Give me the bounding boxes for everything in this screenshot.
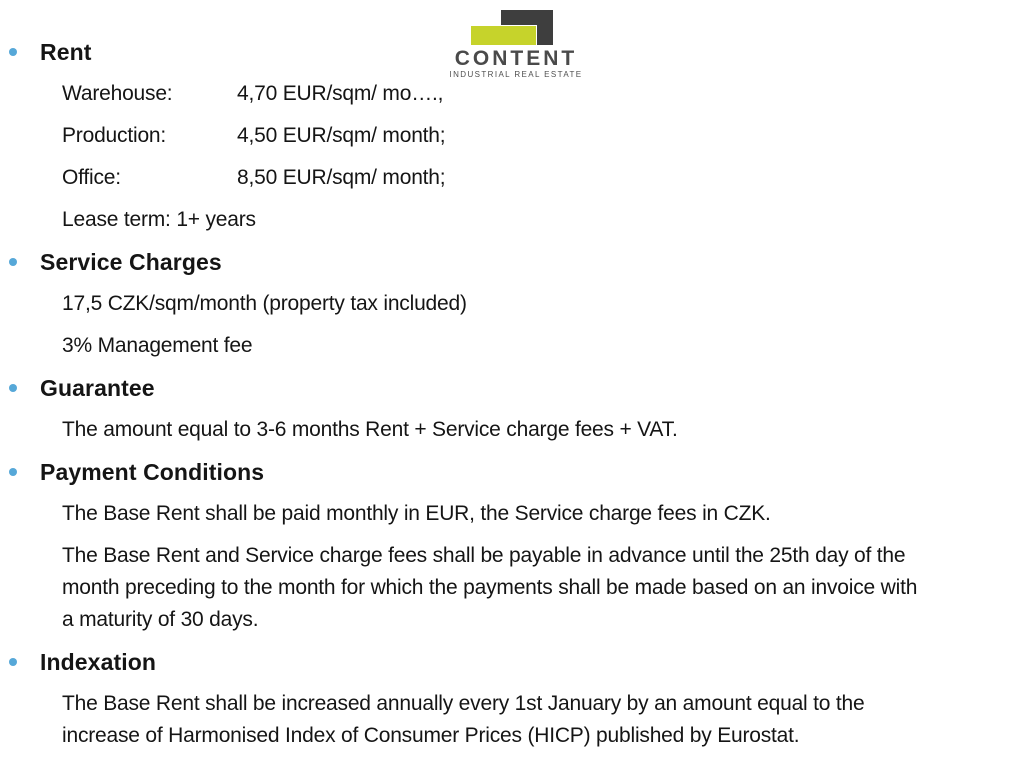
rent-row-warehouse xyxy=(62,78,1024,110)
section-heading-label: Payment Conditions xyxy=(40,459,265,485)
management-fee-line: 3% Management fee xyxy=(62,334,253,357)
rent-row-production xyxy=(62,120,1024,152)
body-line: a maturity of 30 days. xyxy=(62,608,259,631)
body-line: The Base Rent and Service charge fees shall be payable in advance until the 25th day of the xyxy=(62,544,906,567)
section-heading-indexation xyxy=(40,646,1024,678)
section-heading-label: Indexation xyxy=(40,649,157,675)
content-logo xyxy=(446,10,586,80)
logo-lime-rectangle-shape xyxy=(471,26,536,45)
payment-monthly-line: The Base Rent shall be paid monthly in EUR, the Service charge fees in CZK. xyxy=(62,502,771,525)
rent-row-value: 4,70 EUR/sqm/ mo…., xyxy=(237,82,444,105)
guarantee-line: The amount equal to 3-6 months Rent + Service charge fees + VAT. xyxy=(62,418,678,441)
body-line: month preceding to the month for which the payments shall be made based on an invoice with xyxy=(62,576,918,599)
rent-row-label: Warehouse: xyxy=(62,82,173,105)
payment-advance-paragraph xyxy=(0,540,1024,636)
rent-row-label: Office: xyxy=(62,166,121,189)
bullet-icon xyxy=(9,258,17,266)
section-heading-label: Rent xyxy=(40,39,92,65)
bullet-icon xyxy=(9,658,17,666)
section-heading-guarantee xyxy=(40,372,1024,404)
rent-row-label: Production: xyxy=(62,124,167,147)
body-line: increase of Harmonised Index of Consumer Prices (HICP) published by Eurostat. xyxy=(62,724,800,747)
section-heading-service-charges xyxy=(40,246,1024,278)
section-heading-payment-conditions xyxy=(40,456,1024,488)
logo-wordmark: CONTENT xyxy=(454,47,578,70)
rent-row-office xyxy=(62,162,1024,194)
service-charge-line: 17,5 CZK/sqm/month (property tax included) xyxy=(62,292,467,315)
rent-row-value: 4,50 EUR/sqm/ month; xyxy=(237,124,446,147)
rent-row-value: 8,50 EUR/sqm/ month; xyxy=(237,166,446,189)
body-line: The Base Rent shall be increased annually every 1st January by an amount equal to the xyxy=(62,692,865,715)
bullet-icon xyxy=(9,468,17,476)
bullet-icon xyxy=(9,384,17,392)
indexation-paragraph xyxy=(0,688,1024,752)
section-heading-label: Service Charges xyxy=(40,249,222,275)
section-heading-label: Guarantee xyxy=(40,375,155,401)
logo-tagline: INDUSTRIAL REAL ESTATE xyxy=(449,70,583,79)
logo-dark-column-shape xyxy=(537,10,553,45)
lease-term-line: Lease term: 1+ years xyxy=(62,208,256,231)
bullet-icon xyxy=(9,48,17,56)
logo-mark-icon xyxy=(471,10,553,45)
